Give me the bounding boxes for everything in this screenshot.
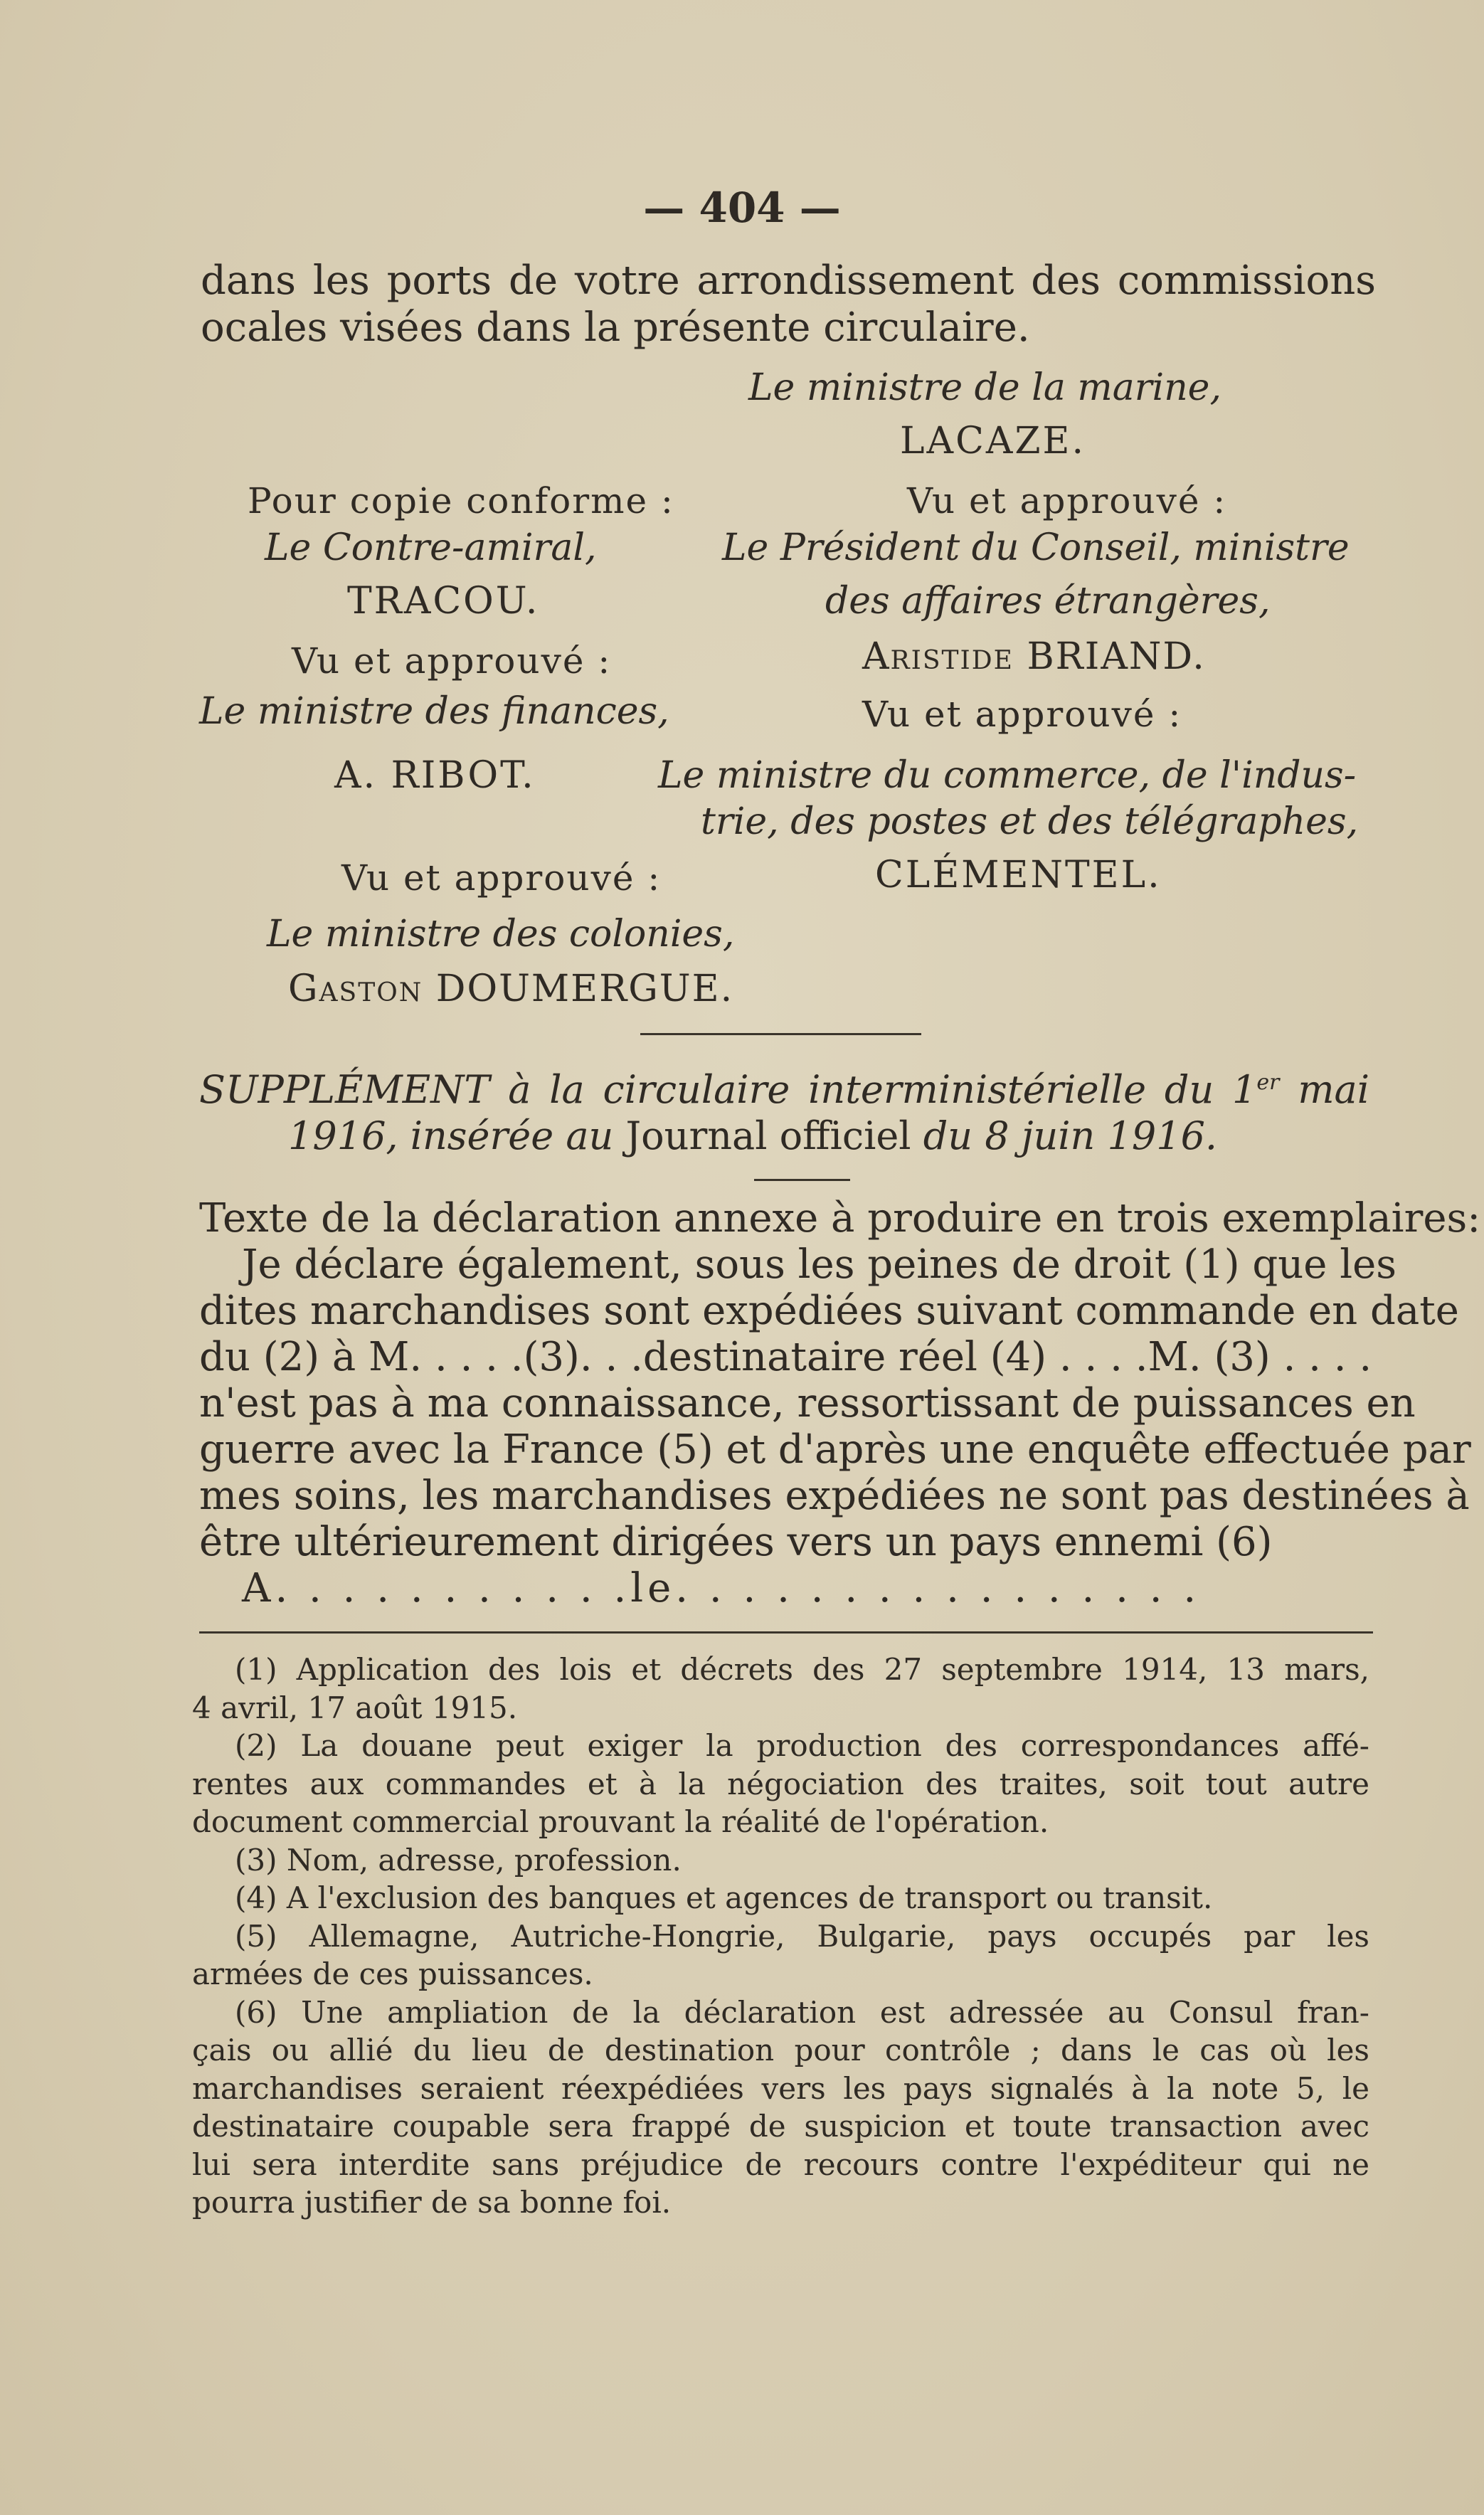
footnote-line: destinataire coupable sera frappé de suspicion et toute transaction avec bbox=[192, 2109, 1369, 2144]
page-number: — 404 — bbox=[643, 184, 841, 232]
separator-rule bbox=[640, 1033, 921, 1035]
declaration-line-4: du (2) à M. . . . .(3). . .destinataire réel (4) . . . .M. (3) . . . . bbox=[199, 1334, 1372, 1380]
intro-line-1: dans les ports de votre arrondissement des commissions bbox=[201, 258, 1376, 304]
president-name: Aristide BRIAND. bbox=[862, 635, 1206, 678]
footnote-line: armées de ces puissances. bbox=[192, 1957, 593, 1991]
footnote-line: (5) Allemagne, Autriche-Hongrie, Bulgarie, pays occupés par les bbox=[235, 1919, 1369, 1954]
footnote-rule bbox=[199, 1631, 1373, 1634]
footnote-line: lui sera interdite sans préjudice de recours contre l'expéditeur qui ne bbox=[192, 2147, 1369, 2182]
colonies-title: Le ministre des colonies, bbox=[267, 913, 735, 955]
commerce-title-1: Le ministre du commerce, de l'indus- bbox=[658, 754, 1357, 797]
president-title-2: des affaires étrangères, bbox=[825, 580, 1271, 623]
vu-approuve-1: Vu et approuvé : bbox=[907, 480, 1227, 521]
vu-approuve-3: Vu et approuvé : bbox=[862, 694, 1182, 735]
footnote-line: (1) Application des lois et décrets des 27 septembre 1914, 13 mars, bbox=[235, 1652, 1369, 1687]
declaration-line-6: guerre avec la France (5) et d'après une enquête effectuée par bbox=[199, 1426, 1471, 1473]
finances-name: A. RIBOT. bbox=[334, 754, 536, 797]
declaration-line-5: n'est pas à ma connaissance, ressortissant de puissances en bbox=[199, 1380, 1416, 1426]
marine-name: LACAZE. bbox=[900, 420, 1086, 462]
contre-amiral-name: TRACOU. bbox=[347, 580, 540, 623]
declaration-line-3: dites marchandises sont expédiées suivant commande en date bbox=[199, 1288, 1459, 1334]
small-separator-rule bbox=[754, 1179, 850, 1181]
footnote-line: (2) La douane peut exiger la production des correspondances affé- bbox=[235, 1728, 1369, 1763]
declaration-line-7: mes soins, les marchandises expédiées ne sont pas destinées à bbox=[199, 1473, 1470, 1519]
declaration-line-2: Je déclare également, sous les peines de droit (1) que les bbox=[242, 1241, 1396, 1288]
supplement-heading-line-2: 1916, insérée au Journal officiel du 8 juin 1916. bbox=[288, 1113, 1218, 1158]
footnote-line: (4) A l'exclusion des banques et agences de transport ou transit. bbox=[235, 1880, 1213, 1915]
commerce-title-2: trie, des postes et des télégraphes, bbox=[701, 800, 1359, 843]
footnote-line: pourra justifier de sa bonne foi. bbox=[192, 2185, 672, 2220]
declaration-line-8: être ultérieurement dirigées vers un pays ennemi (6) bbox=[199, 1519, 1273, 1565]
footnote-line: rentes aux commandes et à la négociation des traites, soit tout autre bbox=[192, 1767, 1369, 1801]
intro-line-2: ocales visées dans la présente circulaire. bbox=[201, 305, 1030, 351]
footnote-line: çais ou allié du lieu de destination pour contrôle ; dans le cas où les bbox=[192, 2033, 1369, 2067]
contre-amiral-title: Le Contre-amiral, bbox=[265, 526, 597, 569]
footnote-line: (3) Nom, adresse, profession. bbox=[235, 1843, 682, 1878]
president-title-1: Le Président du Conseil, ministre bbox=[722, 526, 1350, 569]
marine-title: Le ministre de la marine, bbox=[748, 366, 1221, 409]
vu-approuve-4: Vu et approuvé : bbox=[341, 857, 662, 899]
footnote-line: (6) Une ampliation de la déclaration est adressée au Consul fran- bbox=[235, 1995, 1369, 2030]
declaration-line-9: A. . . . . . . . . . .le. . . . . . . . . . . . . . . . bbox=[242, 1565, 1201, 1611]
vu-approuve-2: Vu et approuvé : bbox=[292, 640, 612, 682]
commerce-name: CLÉMENTEL. bbox=[875, 854, 1162, 896]
supplement-heading-line-1: SUPPLÉMENT à la circulaire interministérielle du 1er mai bbox=[199, 1067, 1369, 1112]
colonies-name: Gaston DOUMERGUE. bbox=[288, 968, 734, 1010]
footnote-line: 4 avril, 17 août 1915. bbox=[192, 1690, 518, 1725]
footnote-line: document commercial prouvant la réalité de l'opération. bbox=[192, 1804, 1049, 1839]
copie-conforme-label: Pour copie conforme : bbox=[248, 480, 674, 521]
finances-title: Le ministre des finances, bbox=[199, 690, 669, 733]
declaration-line-1: Texte de la déclaration annexe à produire en trois exemplaires: bbox=[199, 1195, 1481, 1241]
footnote-line: marchandises seraient réexpédiées vers les pays signalés à la note 5, le bbox=[192, 2071, 1369, 2106]
